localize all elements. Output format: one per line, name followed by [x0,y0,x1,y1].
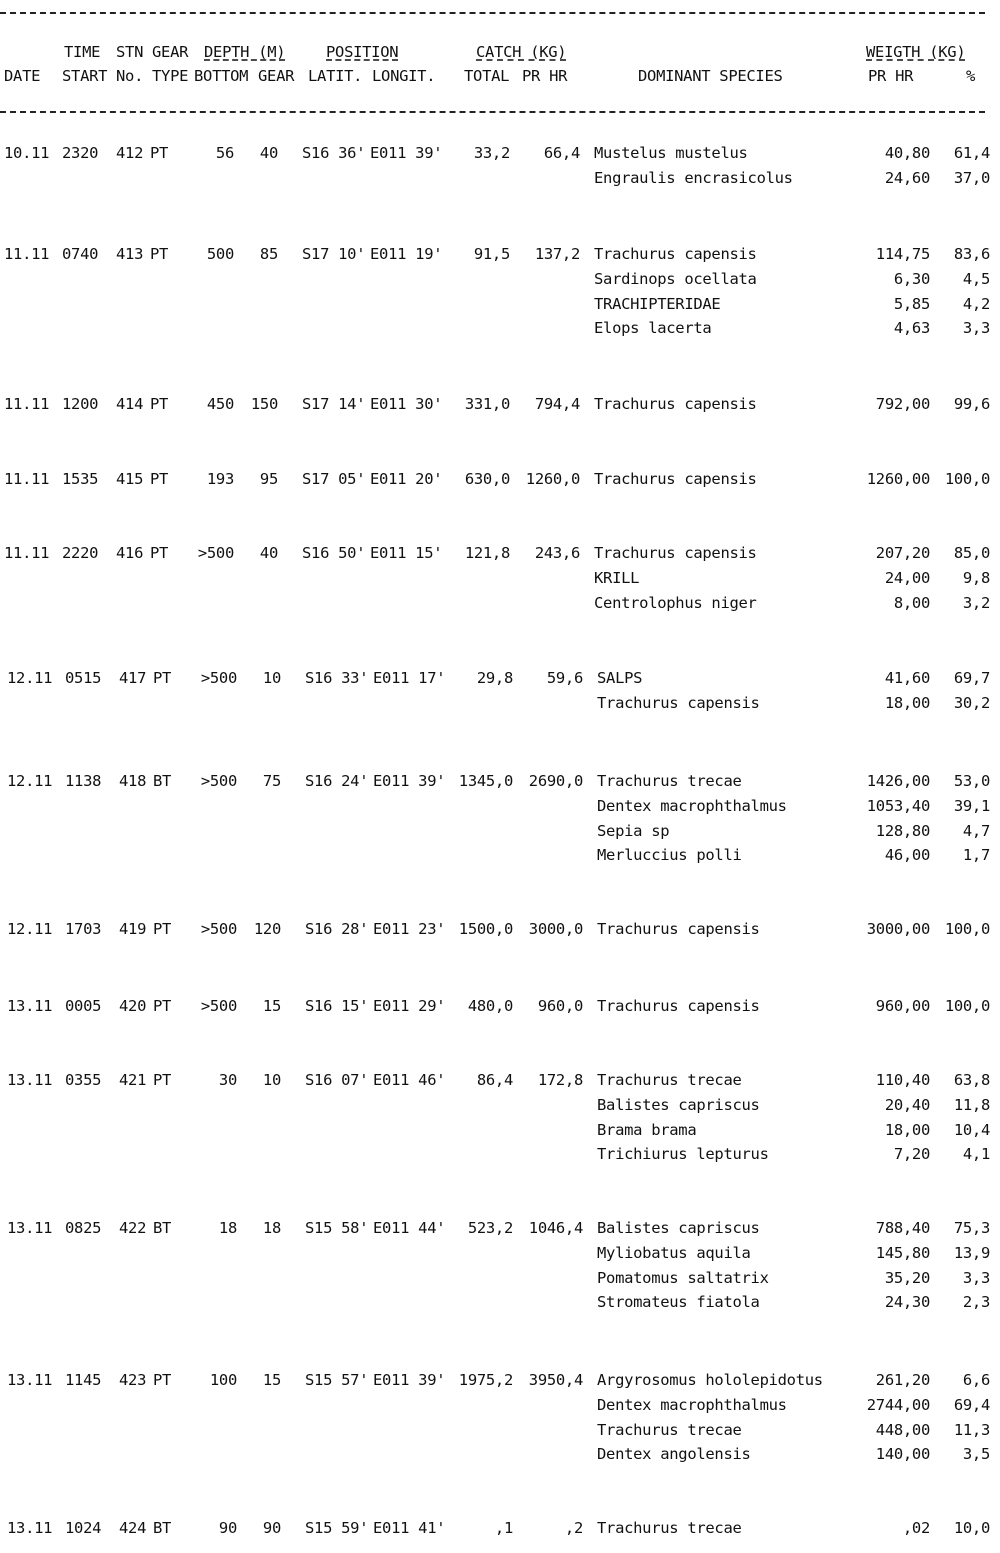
species-weight-prhr: 207,20 [875,544,930,562]
species-percent: 3,2 [962,593,990,612]
station-depth-bottom: >500 [200,920,237,938]
species-weight-prhr: 788,40 [875,1219,930,1237]
station-time: 1138 [65,772,102,790]
species-name: Argyrosomus hololepidotus [597,1371,823,1389]
hdr-latit: LATIT. [308,67,363,85]
station-gear-type: PT [150,245,169,263]
station-depth-bottom: 100 [209,1371,237,1389]
hdr-prhr: PR HR [522,67,568,85]
species-weight-prhr: 792,00 [875,395,930,413]
species-weight-prhr: 114,75 [875,245,930,263]
station-number: 418 [119,772,147,790]
station-catch-prhr: 137,2 [534,245,580,263]
station-date: 10.11 [4,144,50,162]
station-depth-gear: 75 [262,772,281,790]
species-name: Elops lacerta [594,319,712,338]
station-catch-total: 1500,0 [458,920,513,938]
species-name: Trachurus capensis [597,997,760,1015]
species-name: KRILL [594,568,640,587]
species-weight-prhr: ,02 [902,1519,930,1537]
station-latitude: S16 50' [302,544,366,562]
station-catch-total: ,1 [494,1519,513,1537]
station-latitude: S15 57' [305,1371,369,1389]
species-percent: 3,3 [962,319,990,338]
species-name: Sardinops ocellata [594,269,757,288]
species-percent: 100,0 [944,470,990,488]
station-depth-bottom: >500 [200,772,237,790]
species-weight-prhr: 110,40 [875,1071,930,1089]
station-date: 11.11 [4,395,50,413]
species-weight-prhr: 1426,00 [866,772,930,790]
station-catch-total: 480,0 [467,997,513,1015]
species-name: Trachurus capensis [594,395,757,413]
station-number: 424 [119,1519,147,1537]
station-depth-gear: 95 [259,470,278,488]
station-gear-type: BT [153,1219,172,1237]
station-catch-total: 33,2 [473,144,510,162]
species-weight-prhr: 24,60 [884,168,930,187]
station-depth-bottom: 56 [215,144,234,162]
hdr-species: DOMINANT SPECIES [638,67,783,85]
hdr-gear: GEAR [258,67,295,85]
station-latitude: S17 14' [302,395,366,413]
station-longitude: E011 39' [370,144,443,162]
station-gear-type: PT [150,144,169,162]
species-percent: 3,5 [962,1445,990,1464]
station-time: 1200 [62,395,99,413]
station-catch-prhr: 960,0 [537,997,583,1015]
species-name: Trachurus trecae [597,772,742,790]
station-date: 12.11 [7,669,53,687]
station-depth-bottom: 450 [206,395,234,413]
station-depth-gear: 90 [262,1519,281,1537]
species-name: Trachurus capensis [594,470,757,488]
station-depth-gear: 15 [262,1371,281,1389]
species-percent: 11,8 [953,1095,990,1114]
station-number: 419 [119,920,147,938]
station-date: 13.11 [7,997,53,1015]
station-number: 417 [119,669,147,687]
station-depth-gear: 85 [259,245,278,263]
station-depth-gear: 10 [262,669,281,687]
species-percent: 2,3 [962,1293,990,1312]
station-catch-prhr: ,2 [564,1519,583,1537]
station-date: 13.11 [7,1371,53,1389]
species-percent: 37,0 [953,168,990,187]
species-percent: 4,5 [962,269,990,288]
station-date: 11.11 [4,470,50,488]
station-date: 13.11 [7,1071,53,1089]
species-percent: 100,0 [944,997,990,1015]
station-gear-type: BT [153,772,172,790]
species-weight-prhr: 24,00 [884,568,930,587]
station-catch-prhr: 794,4 [534,395,580,413]
station-longitude: E011 15' [370,544,443,562]
station-gear-type: PT [150,544,169,562]
station-longitude: E011 17' [373,669,446,687]
hdr-total: TOTAL [464,67,510,85]
species-name: Dentex macrophthalmus [597,796,787,815]
station-latitude: S16 36' [302,144,366,162]
station-catch-total: 86,4 [476,1071,513,1089]
station-catch-total: 630,0 [464,470,510,488]
species-weight-prhr: 24,30 [884,1293,930,1312]
hdr-weight-group: WEIGTH (KG) [866,43,966,61]
station-catch-prhr: 2690,0 [528,772,583,790]
hdr-time: TIME [64,43,101,61]
station-catch-total: 523,2 [467,1219,513,1237]
species-weight-prhr: 18,00 [884,1120,930,1139]
species-percent: 4,7 [962,821,990,840]
species-name: Trichiurus lepturus [597,1145,769,1164]
hdr-start: START [62,67,108,85]
station-catch-total: 1975,2 [458,1371,513,1389]
station-time: 0825 [65,1219,102,1237]
station-catch-total: 121,8 [464,544,510,562]
species-weight-prhr: 41,60 [884,669,930,687]
station-depth-bottom: 18 [218,1219,237,1237]
species-weight-prhr: 261,20 [875,1371,930,1389]
species-weight-prhr: 960,00 [875,997,930,1015]
species-percent: 3,3 [962,1268,990,1287]
species-weight-prhr: 1260,00 [866,470,930,488]
station-depth-gear: 10 [262,1071,281,1089]
station-longitude: E011 39' [373,772,446,790]
station-catch-total: 1345,0 [458,772,513,790]
species-name: Merluccius polli [597,846,742,865]
species-weight-prhr: 35,20 [884,1268,930,1287]
station-time: 0355 [65,1071,102,1089]
station-latitude: S16 28' [305,920,369,938]
station-gear-type: PT [153,669,172,687]
species-percent: 83,6 [953,245,990,263]
species-percent: 4,1 [962,1145,990,1164]
species-percent: 10,4 [953,1120,990,1139]
species-name: Pomatomus saltatrix [597,1268,769,1287]
station-longitude: E011 19' [370,245,443,263]
species-name: Trachurus trecae [597,1071,742,1089]
species-name: Balistes capriscus [597,1095,760,1114]
species-name: Balistes capriscus [597,1219,760,1237]
station-depth-bottom: >500 [200,997,237,1015]
species-weight-prhr: 8,00 [893,593,930,612]
station-depth-bottom: 30 [218,1071,237,1089]
station-longitude: E011 44' [373,1219,446,1237]
species-weight-prhr: 128,80 [875,821,930,840]
station-catch-prhr: 1260,0 [525,470,580,488]
hdr-no: No. [116,67,144,85]
species-name: Sepia sp [597,821,670,840]
station-longitude: E011 20' [370,470,443,488]
station-number: 412 [116,144,144,162]
station-longitude: E011 41' [373,1519,446,1537]
species-weight-prhr: 18,00 [884,693,930,712]
station-depth-gear: 15 [262,997,281,1015]
station-depth-bottom: >500 [200,669,237,687]
station-catch-prhr: 3000,0 [528,920,583,938]
species-percent: 69,7 [953,669,990,687]
station-depth-bottom: >500 [197,544,234,562]
species-percent: 13,9 [953,1243,990,1262]
hdr-position-group: POSITION [326,43,399,61]
species-weight-prhr: 5,85 [893,294,930,313]
species-percent: 30,2 [953,693,990,712]
station-depth-gear: 40 [259,144,278,162]
station-gear-type: BT [153,1519,172,1537]
station-depth-gear: 18 [262,1219,281,1237]
species-name: SALPS [597,669,643,687]
species-percent: 100,0 [944,920,990,938]
station-latitude: S16 07' [305,1071,369,1089]
station-catch-prhr: 243,6 [534,544,580,562]
species-name: Trachurus capensis [594,245,757,263]
station-latitude: S15 59' [305,1519,369,1537]
station-date: 12.11 [7,920,53,938]
species-weight-prhr: 20,40 [884,1095,930,1114]
species-percent: 85,0 [953,544,990,562]
species-percent: 11,3 [953,1420,990,1439]
species-name: Centrolophus niger [594,593,757,612]
species-name: TRACHIPTERIDAE [594,294,721,313]
species-weight-prhr: 145,80 [875,1243,930,1262]
species-name: Brama brama [597,1120,697,1139]
station-depth-bottom: 90 [218,1519,237,1537]
station-number: 420 [119,997,147,1015]
station-longitude: E011 30' [370,395,443,413]
species-name: Trachurus capensis [597,693,760,712]
station-latitude: S17 05' [302,470,366,488]
station-catch-total: 331,0 [464,395,510,413]
species-percent: 6,6 [962,1371,990,1389]
station-depth-gear: 40 [259,544,278,562]
species-weight-prhr: 140,00 [875,1445,930,1464]
station-depth-gear: 150 [250,395,278,413]
station-latitude: S15 58' [305,1219,369,1237]
species-weight-prhr: 2744,00 [866,1395,930,1414]
station-depth-gear: 120 [253,920,281,938]
species-percent: 1,7 [962,846,990,865]
station-depth-bottom: 500 [206,245,234,263]
station-gear-type: PT [153,1071,172,1089]
species-weight-prhr: 448,00 [875,1420,930,1439]
hdr-gear-group: GEAR [152,43,189,61]
hdr-catch-group: CATCH (KG) [476,43,567,61]
station-longitude: E011 23' [373,920,446,938]
hdr-weight-pct: % [966,67,976,85]
station-catch-prhr: 59,6 [546,669,583,687]
station-catch-total: 29,8 [476,669,513,687]
station-time: 1024 [65,1519,102,1537]
station-gear-type: PT [150,395,169,413]
species-percent: 99,6 [953,395,990,413]
hdr-type: TYPE [152,67,189,85]
species-name: Trachurus capensis [594,544,757,562]
species-weight-prhr: 1053,40 [866,796,930,815]
station-latitude: S16 33' [305,669,369,687]
station-time: 0740 [62,245,99,263]
species-name: Dentex macrophthalmus [597,1395,787,1414]
station-number: 422 [119,1219,147,1237]
species-name: Trachurus trecae [597,1420,742,1439]
hdr-date: DATE [4,67,41,85]
station-catch-prhr: 172,8 [537,1071,583,1089]
station-latitude: S16 24' [305,772,369,790]
station-time: 2220 [62,544,99,562]
species-weight-prhr: 40,80 [884,144,930,162]
station-catch-prhr: 66,4 [543,144,580,162]
station-number: 416 [116,544,144,562]
station-depth-bottom: 193 [206,470,234,488]
species-percent: 4,2 [962,294,990,313]
hdr-longit: LONGIT. [372,67,436,85]
station-time: 2320 [62,144,99,162]
species-percent: 63,8 [953,1071,990,1089]
station-gear-type: PT [153,1371,172,1389]
station-longitude: E011 46' [373,1071,446,1089]
station-longitude: E011 29' [373,997,446,1015]
station-gear-type: PT [153,997,172,1015]
station-time: 0005 [65,997,102,1015]
station-number: 415 [116,470,144,488]
species-percent: 10,0 [953,1519,990,1537]
species-name: Trachurus trecae [597,1519,742,1537]
station-date: 13.11 [7,1519,53,1537]
species-name: Stromateus fiatola [597,1293,760,1312]
species-percent: 75,3 [953,1219,990,1237]
species-percent: 39,1 [953,796,990,815]
species-percent: 9,8 [962,568,990,587]
species-weight-prhr: 46,00 [884,846,930,865]
station-gear-type: PT [150,470,169,488]
species-name: Trachurus capensis [597,920,760,938]
station-date: 11.11 [4,245,50,263]
species-percent: 53,0 [953,772,990,790]
station-number: 421 [119,1071,147,1089]
station-latitude: S17 10' [302,245,366,263]
station-catch-prhr: 1046,4 [528,1219,583,1237]
station-latitude: S16 15' [305,997,369,1015]
species-weight-prhr: 3000,00 [866,920,930,938]
station-catch-prhr: 3950,4 [528,1371,583,1389]
station-gear-type: PT [153,920,172,938]
species-name: Dentex angolensis [597,1445,751,1464]
station-longitude: E011 39' [373,1371,446,1389]
station-time: 1703 [65,920,102,938]
station-number: 414 [116,395,144,413]
station-time: 1145 [65,1371,102,1389]
species-weight-prhr: 6,30 [893,269,930,288]
station-number: 413 [116,245,144,263]
station-catch-total: 91,5 [473,245,510,263]
species-percent: 69,4 [953,1395,990,1414]
station-date: 13.11 [7,1219,53,1237]
station-number: 423 [119,1371,147,1389]
hdr-depth-group: DEPTH (M) [204,43,286,61]
station-date: 12.11 [7,772,53,790]
species-name: Myliobatus aquila [597,1243,751,1262]
station-date: 11.11 [4,544,50,562]
hdr-stn: STN [116,43,144,61]
species-weight-prhr: 4,63 [893,319,930,338]
hdr-weight-prhr: PR HR [868,67,914,85]
species-name: Engraulis encrasicolus [594,168,793,187]
species-weight-prhr: 7,20 [893,1145,930,1164]
station-time: 1535 [62,470,99,488]
species-name: Mustelus mustelus [594,144,748,162]
hdr-bottom: BOTTOM [194,67,249,85]
station-time: 0515 [65,669,102,687]
species-percent: 61,4 [953,144,990,162]
